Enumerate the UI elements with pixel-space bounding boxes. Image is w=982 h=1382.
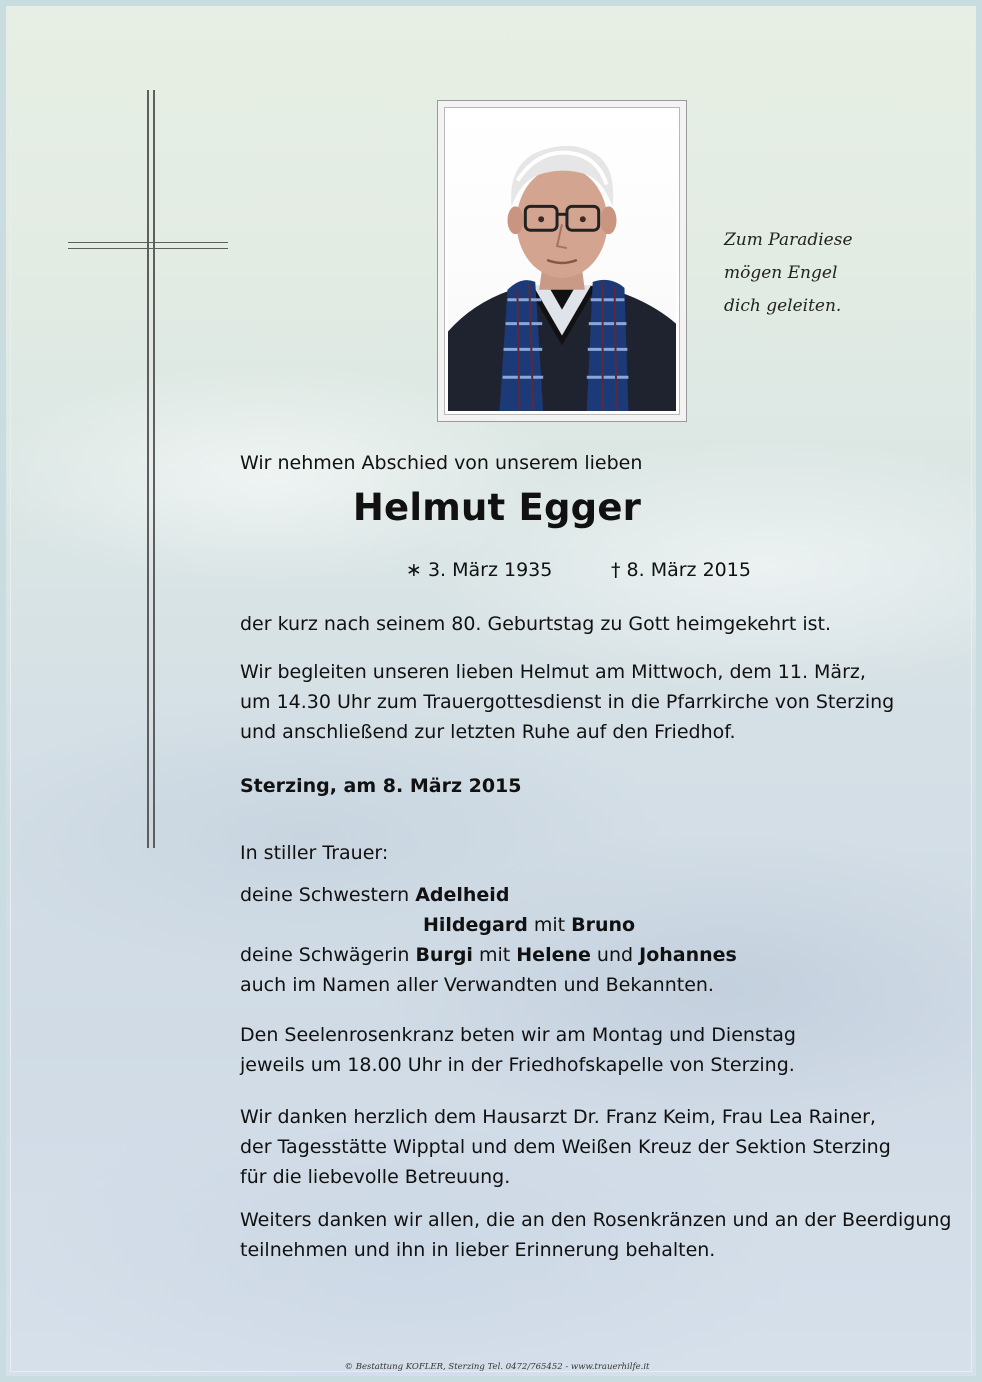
rosary-paragraph [240,1020,796,1080]
mourner-name: Burgi [415,944,473,966]
death-date: † 8. März 2015 [611,559,751,581]
thanks-paragraph [240,1102,891,1192]
mourners-line: Hildegard mit Bruno [423,914,636,936]
mourning-heading: In stiller Trauer: [240,842,389,864]
funeral-paragraph [240,657,894,747]
poem-line: dich geleiten. [724,296,842,316]
mourner-name: Helene [516,944,591,966]
thanks-line: für die liebevolle Betreuung. [240,1166,511,1188]
thanks-line: der Tagesstätte Wipptal und dem Weißen Kreuz der Sektion Sterzing [240,1136,891,1158]
mourners-line: deine Schwägerin Burgi mit Helene und Johannes [240,944,737,966]
mourners-line: deine Schwestern Adelheid [240,884,510,906]
mourner-name: Hildegard [423,914,528,936]
birth-date: ∗ 3. März 1935 [406,559,553,581]
rosary-line: jeweils um 18.00 Uhr in der Friedhofskapelle von Sterzing. [240,1054,795,1076]
funeral-line: Wir begleiten unseren lieben Helmut am Mittwoch, dem 11. März, [240,661,866,683]
thanks2-line: Weiters danken wir allen, die an den Rosenkränzen und an der Beerdigung [240,1209,952,1231]
subtitle-text: der kurz nach seinem 80. Geburtstag zu Gott heimgekehrt ist. [240,613,832,635]
thanks2-paragraph [240,1205,951,1265]
mourners-list [240,880,737,1000]
footer-credit: © Bestattung KOFLER, Sterzing Tel. 0472/765452 - www.trauerhilfe.it [344,1362,650,1372]
mourners-line: auch im Namen aller Verwandten und Bekannten. [240,974,714,996]
portrait-photo-frame [437,100,687,422]
poem [724,224,853,323]
thanks2-line: teilnehmen und ihn in lieber Erinnerung behalten. [240,1239,716,1261]
place-date: Sterzing, am 8. März 2015 [240,775,522,797]
poem-line: Zum Paradiese [724,230,853,250]
thanks-line: Wir danken herzlich dem Hausarzt Dr. Franz Keim, Frau Lea Rainer, [240,1106,876,1128]
mourner-name: Johannes [639,944,737,966]
mourner-name: Adelheid [415,884,510,906]
mourner-name: Bruno [571,914,636,936]
portrait-photo [448,111,676,411]
intro-text: Wir nehmen Abschied von unserem lieben [240,452,643,474]
poem-line: mögen Engel [724,263,838,283]
deceased-name: Helmut Egger [352,486,642,529]
rosary-line: Den Seelenrosenkranz beten wir am Montag und Dienstag [240,1024,796,1046]
funeral-line: und anschließend zur letzten Ruhe auf den Friedhof. [240,721,736,743]
funeral-line: um 14.30 Uhr zum Trauergottesdienst in die Pfarrkirche von Sterzing [240,691,895,713]
